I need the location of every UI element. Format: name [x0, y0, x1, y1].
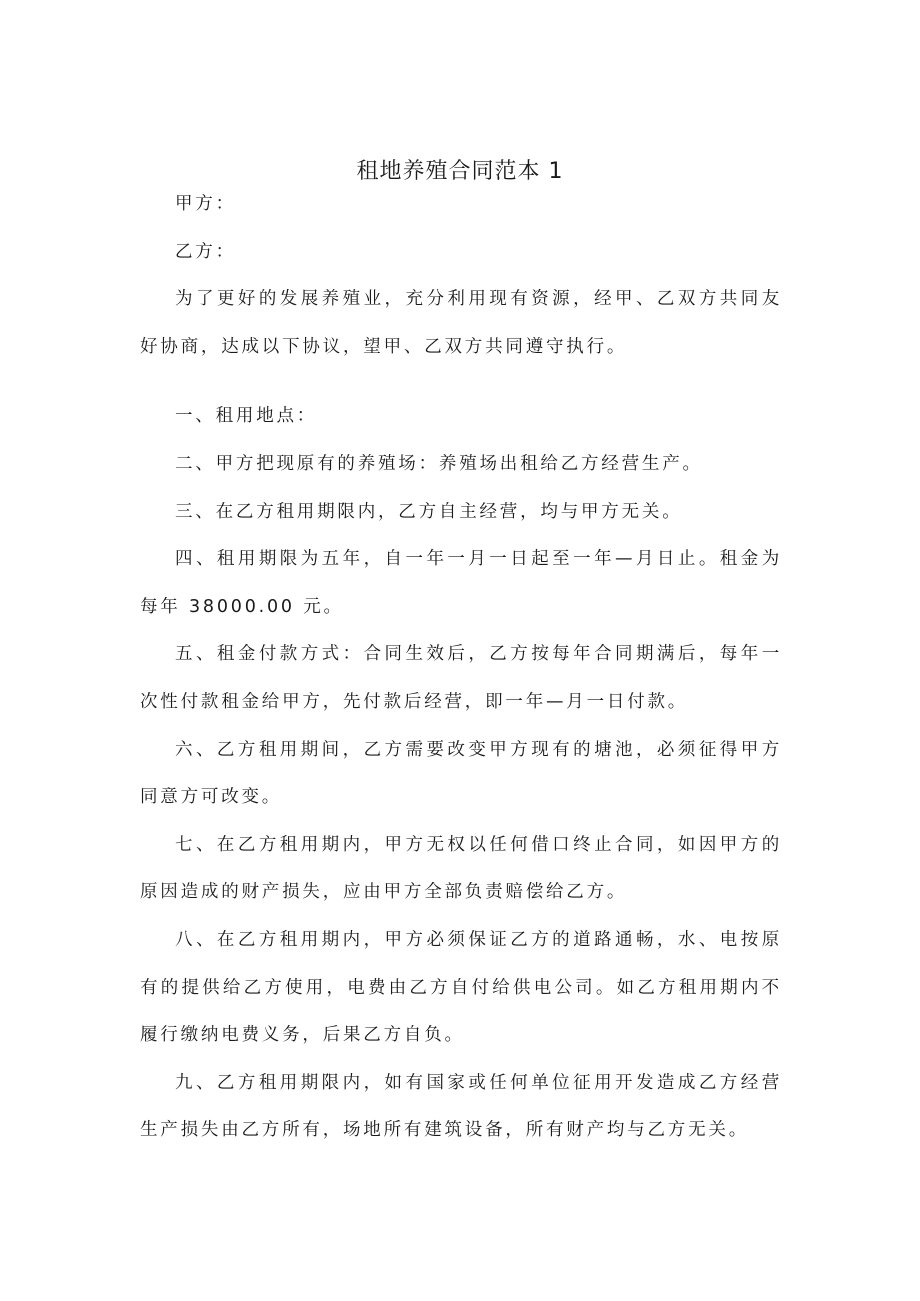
intro-paragraph: 为了更好的发展养殖业，充分利用现有资源，经甲、乙双方共同友好协商，达成以下协议，望甲、乙双方共同遵守执行。 [140, 289, 782, 357]
clause-6: 六、乙方租用期间，乙方需要改变甲方现有的塘池，必须征得甲方同意方可改变。 [140, 739, 782, 808]
clause-8: 八、在乙方租用期内，甲方必须保证乙方的道路通畅，水、电按原有的提供给乙方使用，电费由乙方自付给供电公司。如乙方租用期内不履行缴纳电费义务，后果乙方自负。 [140, 929, 782, 1046]
document-title: 租地养殖合同范本 1 [356, 158, 564, 184]
clause-4: 四、租用期限为五年，自一年一月一日起至一年—月日止。租金为每年 38000.00 元。 [140, 549, 782, 617]
document-body [140, 181, 782, 1155]
clause-3: 三、在乙方租用期限内，乙方自主经营，均与甲方无关。 [175, 501, 683, 522]
clause-2: 二、甲方把现原有的养殖场：养殖场出租给乙方经营生产。 [175, 453, 703, 474]
clause-9: 九、乙方租用期限内，如有国家或任何单位征用开发造成乙方经营生产损失由乙方所有，场地所有建筑设备，所有财产均与乙方无关。 [140, 1072, 782, 1141]
clause-1: 一、租用地点： [175, 406, 318, 427]
clause-7: 七、在乙方租用期内，甲方无权以任何借口终止合同，如因甲方的原因造成的财产损失，应由甲方全部负责赔偿给乙方。 [140, 834, 782, 903]
clause-5: 五、租金付款方式：合同生效后，乙方按每年合同期满后，每年一次性付款租金给甲方，先付款后经营，即一年—月一日付款。 [140, 644, 782, 712]
spacer [140, 371, 782, 393]
party-a-line: 甲方： [175, 194, 236, 214]
party-b-line: 乙方： [175, 241, 236, 262]
